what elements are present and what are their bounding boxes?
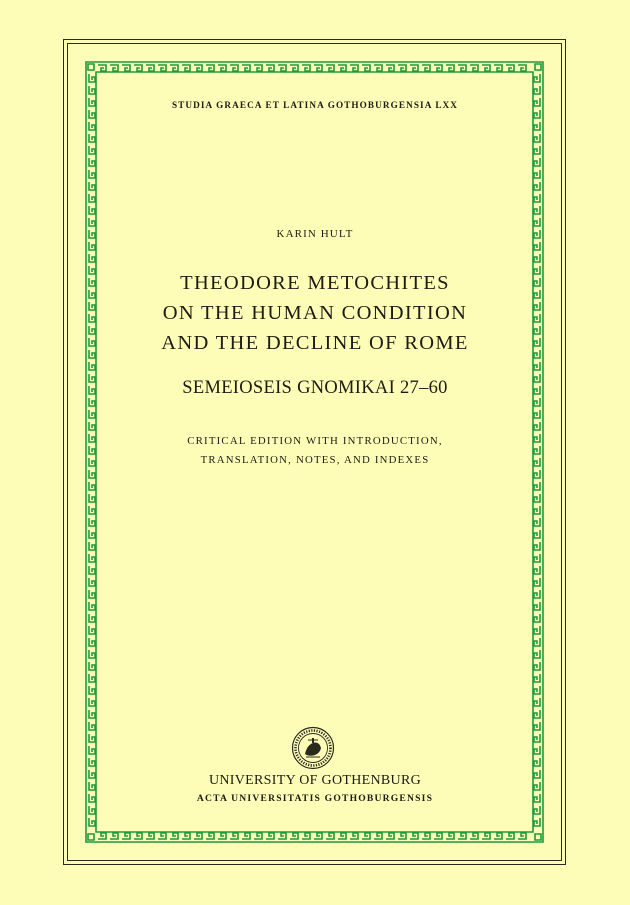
meander-segment: [254, 833, 262, 839]
meander-segment: [326, 833, 334, 839]
meander-segment: [422, 65, 430, 71]
meander-segment: [534, 206, 540, 214]
meander-segment: [278, 833, 286, 839]
meander-segment: [89, 806, 95, 814]
meander-segment: [362, 65, 370, 71]
meander-segment: [266, 833, 274, 839]
meander-segment: [170, 833, 178, 839]
meander-segment: [534, 158, 540, 166]
title-line: THEODORE METOCHITES: [180, 272, 450, 294]
meander-segment: [158, 833, 166, 839]
meander-segment: [534, 638, 540, 646]
meander-segment: [362, 833, 370, 839]
meander-segment: [398, 833, 406, 839]
meander-segment: [482, 833, 490, 839]
meander-segment: [434, 65, 442, 71]
meander-segment: [518, 833, 526, 839]
meander-segment: [534, 482, 540, 490]
meander-segment: [446, 833, 454, 839]
meander-segment: [89, 158, 95, 166]
meander-segment: [89, 182, 95, 190]
meander-segment: [338, 833, 346, 839]
meander-segment: [534, 530, 540, 538]
meander-segment: [534, 242, 540, 250]
meander-segment: [410, 833, 418, 839]
meander-segment: [534, 614, 540, 622]
edition-line: TRANSLATION, NOTES, AND INDEXES: [200, 454, 430, 466]
meander-segment: [194, 833, 202, 839]
meander-segment: [534, 698, 540, 706]
meander-segment: [89, 482, 95, 490]
meander-segment: [206, 833, 214, 839]
meander-segment: [89, 170, 95, 178]
meander-segment: [278, 65, 286, 71]
meander-segment: [98, 65, 106, 71]
meander-segment: [534, 254, 540, 262]
meander-segment: [122, 65, 130, 71]
meander-segment: [534, 662, 540, 670]
meander-segment: [89, 698, 95, 706]
meander-segment: [89, 518, 95, 526]
meander-segment: [110, 833, 118, 839]
meander-segment: [89, 494, 95, 502]
meander-segment: [302, 65, 310, 71]
imprint-name: ACTA UNIVERSITATIS GOTHOBURGENSIS: [196, 793, 434, 804]
meander-segment: [170, 65, 178, 71]
meander-segment: [338, 65, 346, 71]
meander-segment: [218, 65, 226, 71]
title-line: ON THE HUMAN CONDITION: [162, 302, 468, 324]
meander-segment: [89, 542, 95, 550]
meander-segment: [534, 734, 540, 742]
meander-segment: [386, 65, 394, 71]
meander-segment: [182, 833, 190, 839]
meander-segment: [89, 554, 95, 562]
meander-segment: [314, 833, 322, 839]
meander-segment: [534, 146, 540, 154]
meander-segment: [535, 834, 541, 840]
meander-segment: [534, 218, 540, 226]
meander-segment: [534, 746, 540, 754]
meander-segment: [89, 506, 95, 514]
meander-segment: [534, 602, 540, 610]
meander-segment: [182, 65, 190, 71]
meander-segment: [89, 206, 95, 214]
meander-segment: [230, 65, 238, 71]
meander-segment: [110, 65, 118, 71]
meander-segment: [534, 674, 540, 682]
meander-segment: [89, 578, 95, 586]
meander-segment: [206, 65, 214, 71]
meander-segment: [89, 398, 95, 406]
meander-segment: [89, 254, 95, 262]
meander-segment: [470, 65, 478, 71]
meander-segment: [242, 65, 250, 71]
meander-segment: [89, 218, 95, 226]
meander-segment: [89, 758, 95, 766]
meander-segment: [89, 710, 95, 718]
meander-segment: [290, 65, 298, 71]
meander-segment: [88, 64, 94, 70]
meander-segment: [350, 833, 358, 839]
meander-segment: [146, 65, 154, 71]
edition-line: CRITICAL EDITION WITH INTRODUCTION,: [187, 435, 443, 447]
meander-segment: [194, 65, 202, 71]
meander-segment: [266, 65, 274, 71]
meander-segment: [534, 722, 540, 730]
meander-segment: [534, 542, 540, 550]
title-line: AND THE DECLINE OF ROME: [161, 332, 469, 354]
meander-segment: [398, 65, 406, 71]
meander-segment: [534, 422, 540, 430]
meander-segment: [89, 650, 95, 658]
meander-segment: [534, 74, 540, 82]
meander-segment: [350, 65, 358, 71]
meander-segment: [434, 833, 442, 839]
meander-segment: [534, 578, 540, 586]
meander-segment: [89, 146, 95, 154]
meander-segment: [254, 65, 262, 71]
university-seal-icon: [291, 726, 335, 770]
meander-segment: [89, 422, 95, 430]
meander-segment: [458, 833, 466, 839]
meander-segment: [98, 833, 106, 839]
meander-segment: [146, 833, 154, 839]
meander-segment: [89, 362, 95, 370]
meander-segment: [89, 470, 95, 478]
meander-segment: [89, 86, 95, 94]
meander-segment: [89, 74, 95, 82]
meander-segment: [534, 110, 540, 118]
meander-segment: [534, 398, 540, 406]
meander-segment: [534, 806, 540, 814]
meander-segment: [242, 833, 250, 839]
author-name: KARIN HULT: [276, 228, 354, 240]
meander-segment: [470, 833, 478, 839]
meander-segment: [534, 134, 540, 142]
meander-segment: [374, 833, 382, 839]
meander-segment: [89, 122, 95, 130]
meander-segment: [534, 626, 540, 634]
meander-segment: [89, 242, 95, 250]
meander-segment: [534, 506, 540, 514]
meander-segment: [534, 410, 540, 418]
meander-segment: [218, 833, 226, 839]
meander-segment: [422, 833, 430, 839]
meander-segment: [534, 566, 540, 574]
meander-segment: [458, 65, 466, 71]
meander-segment: [314, 65, 322, 71]
meander-segment: [89, 566, 95, 574]
meander-segment: [134, 833, 142, 839]
meander-segment: [534, 170, 540, 178]
meander-segment: [290, 833, 298, 839]
meander-segment: [89, 530, 95, 538]
meander-segment: [534, 818, 540, 826]
meander-segment: [89, 110, 95, 118]
meander-segment: [89, 818, 95, 826]
meander-segment: [534, 590, 540, 598]
meander-segment: [89, 746, 95, 754]
meander-segment: [89, 410, 95, 418]
meander-segment: [89, 734, 95, 742]
meander-segment: [89, 674, 95, 682]
meander-segment: [534, 182, 540, 190]
meander-segment: [326, 65, 334, 71]
meander-segment: [410, 65, 418, 71]
meander-segment: [134, 65, 142, 71]
meander-segment: [494, 833, 502, 839]
meander-segment: [89, 194, 95, 202]
book-subtitle: SEMEIOSEIS GNOMIKAI 27–60: [182, 378, 448, 398]
meander-segment: [518, 65, 526, 71]
meander-segment: [88, 834, 94, 840]
meander-segment: [89, 686, 95, 694]
meander-segment: [158, 65, 166, 71]
meander-segment: [386, 833, 394, 839]
meander-segment: [89, 590, 95, 598]
meander-segment: [374, 65, 382, 71]
meander-segment: [446, 65, 454, 71]
meander-segment: [534, 554, 540, 562]
meander-segment: [534, 470, 540, 478]
meander-segment: [534, 494, 540, 502]
meander-segment: [89, 626, 95, 634]
meander-segment: [89, 614, 95, 622]
publisher-name: UNIVERSITY OF GOTHENBURG: [208, 773, 421, 788]
edition-description: [0, 432, 630, 470]
meander-segment: [535, 64, 541, 70]
meander-segment: [230, 833, 238, 839]
meander-segment: [534, 650, 540, 658]
meander-segment: [506, 833, 514, 839]
meander-segment: [534, 86, 540, 94]
meander-segment: [482, 65, 490, 71]
meander-segment: [494, 65, 502, 71]
meander-segment: [302, 833, 310, 839]
meander-segment: [89, 638, 95, 646]
meander-segment: [89, 134, 95, 142]
meander-segment: [534, 758, 540, 766]
meander-segment: [534, 362, 540, 370]
meander-segment: [89, 722, 95, 730]
book-title: [0, 268, 630, 358]
meander-segment: [534, 710, 540, 718]
meander-segment: [506, 65, 514, 71]
meander-segment: [122, 833, 130, 839]
series-title: STUDIA GRAECA ET LATINA GOTHOBURGENSIA LXX: [171, 100, 459, 110]
meander-segment: [89, 602, 95, 610]
meander-segment: [534, 518, 540, 526]
meander-segment: [534, 122, 540, 130]
meander-segment: [534, 194, 540, 202]
meander-segment: [534, 686, 540, 694]
meander-segment: [89, 662, 95, 670]
